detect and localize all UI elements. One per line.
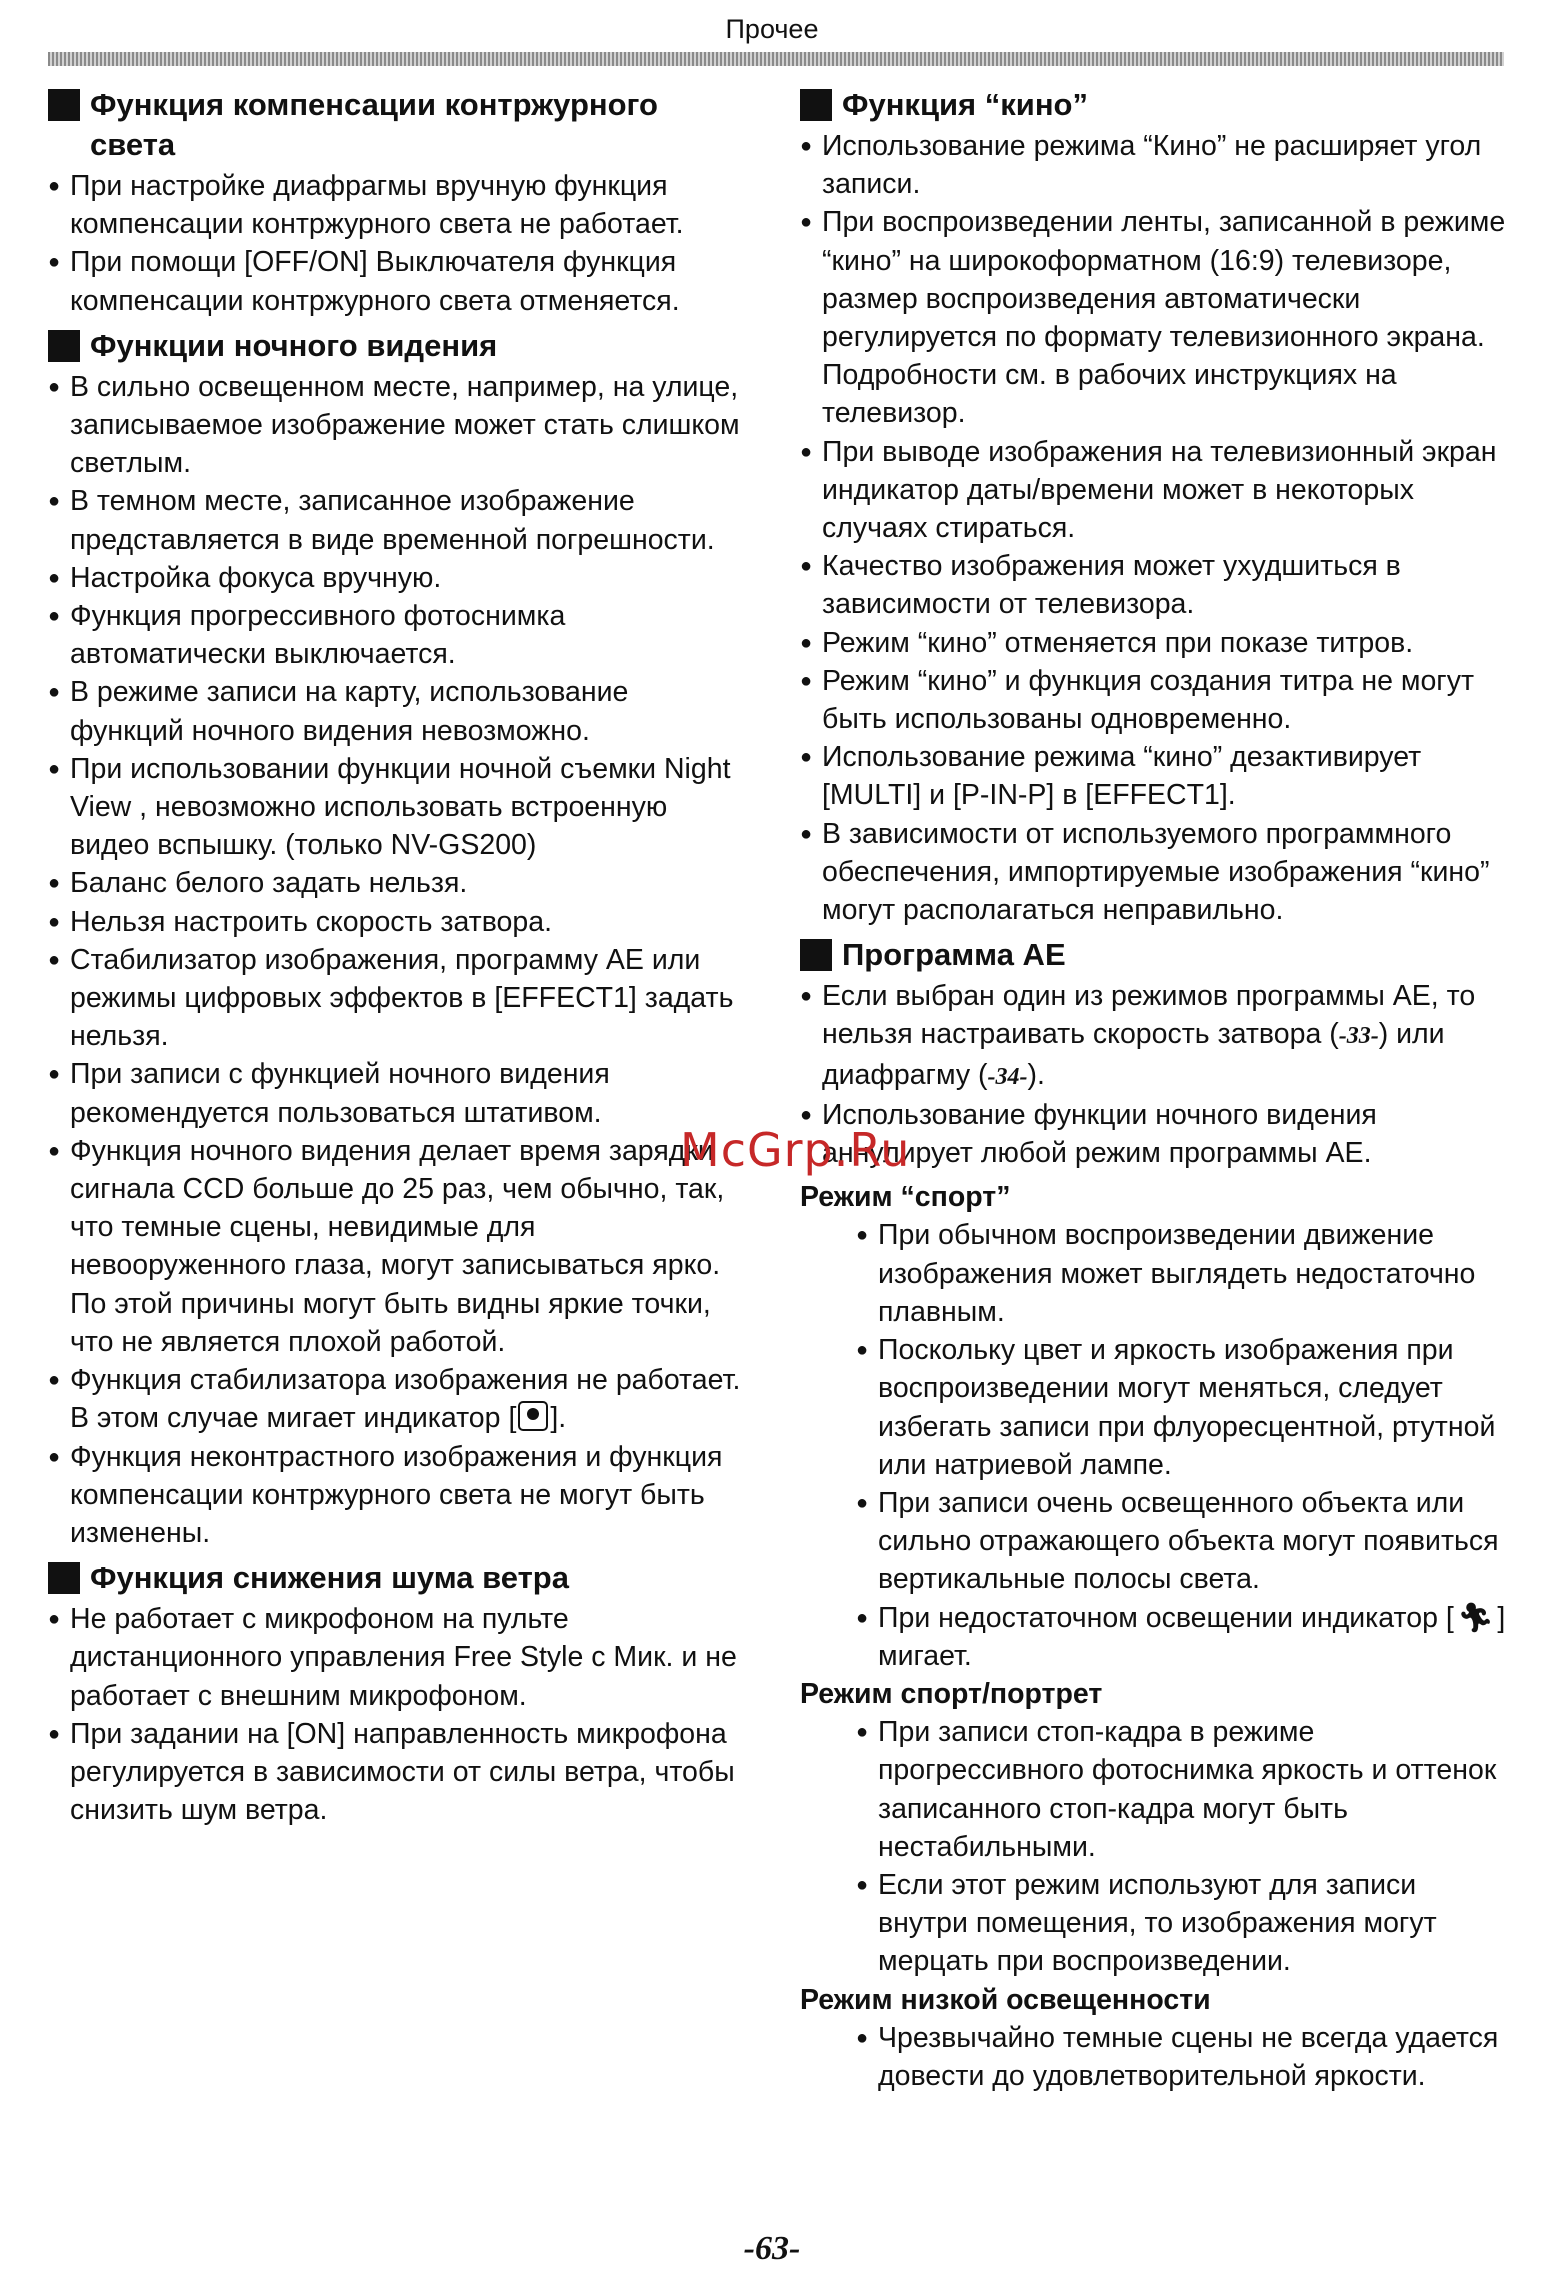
bullet-list [48, 1600, 748, 1829]
list-item: ● В зависимости от используемого программного обеспечения, импортируемые изображения “кино” могут располагаться неправильно. [800, 815, 1510, 930]
list-item: ● При задании на [ON] направленность микрофона регулируется в зависимости от силы ветра, чтобы снизить шум ветра. [48, 1715, 748, 1830]
list-item: ● Если выбран один из режимов программы AE, то нельзя настраивать скорость затвора (-33-) или диафрагму (-34-). [800, 977, 1510, 1096]
list-item: ● Использование режима “Кино” не расширяет угол записи. [800, 127, 1510, 203]
list-item: ● Если этот режим используют для записи внутри помещения, то изображения могут мерцать при воспроизведении. [856, 1866, 1510, 1981]
list-item: ● Нельзя настроить скорость затвора. [48, 903, 748, 941]
subsection-title: Режим спорт/портрет [800, 1677, 1103, 1710]
section-marker [48, 1562, 80, 1594]
list-item: ● При записи с функцией ночного видения рекомендуется пользоваться штативом. [48, 1055, 748, 1131]
list-item: ● Функция прогрессивного фотоснимка автоматически выключается. [48, 597, 748, 673]
left-column [48, 85, 748, 1835]
list-item: ● В режиме записи на карту, использование функций ночного видения невозможно. [48, 673, 748, 749]
bullet-list [48, 167, 748, 320]
list-item: ● Качество изображения может ухудшиться в зависимости от телевизора. [800, 547, 1510, 623]
list-item: ● Не работает с микрофоном на пульте дистанционного управления Free Style с Мик. и не работает с внешним микрофоном. [48, 1600, 748, 1715]
right-column [800, 85, 1510, 2095]
section-title: Функции ночного видения [48, 326, 748, 366]
section-backlight [48, 85, 748, 320]
list-item: ● Функция стабилизатора изображения не работает. В этом случае мигает индикатор [ ]. [48, 1361, 748, 1437]
watermark: McGrp.Ru [680, 1123, 911, 1177]
section-night-vision [48, 326, 748, 1552]
list-item: ● При записи очень освещенного объекта или сильно отражающего объекта могут появиться вертикальные полосы света. [856, 1484, 1510, 1599]
list-item: ● При недостаточном освещении индикатор [ 🏃︎ ] мигает. [856, 1599, 1510, 1675]
page-number: -63- [743, 2230, 801, 2267]
page-ref[interactable]: -33- [1338, 1023, 1379, 1050]
list-item: ● Настройка фокуса вручную. [48, 559, 748, 597]
section-title: Программа AE [800, 935, 1510, 975]
list-item: ● При использовании функции ночной съемки Night View , невозможно использовать встроенную видео вспышку. (только NV-GS200) [48, 750, 748, 865]
list-item: ● Баланс белого задать нельзя. [48, 864, 748, 902]
page-ref[interactable]: -34- [987, 1063, 1028, 1090]
section-cinema [800, 85, 1510, 929]
list-item: ● Использование режима “кино” дезактивирует [MULTI] и [P-IN-P] в [EFFECT1]. [800, 738, 1510, 814]
list-item: ● При настройке диафрагмы вручную функция компенсации контржурного света не работает. [48, 167, 748, 243]
section-title: Функция компенсации контржурного света [48, 85, 748, 165]
bullet-list [800, 2019, 1510, 2095]
list-item: ● Функция неконтрастного изображения и функция компенсации контржурного света не могут быть изменены. [48, 1438, 748, 1553]
section-marker [48, 330, 80, 362]
list-item: ● Поскольку цвет и яркость изображения при воспроизведении могут меняться, следует избегать записи при флуоресцентной, ртутной или натриевой лампе. [856, 1331, 1510, 1484]
list-item: ● Чрезвычайно темные сцены не всегда удается довести до удовлетворительной яркости. [856, 2019, 1510, 2095]
bullet-list [800, 1713, 1510, 1980]
list-item: ● При записи стоп-кадра в режиме прогрессивного фотоснимка яркость и оттенок записанного стоп-кадра могут быть нестабильными. [856, 1713, 1510, 1866]
sport-mode-icon: 🏃︎ [1457, 1601, 1494, 1633]
list-item: ● При выводе изображения на телевизионный экран индикатор даты/времени может в некоторых случаях стираться. [800, 433, 1510, 548]
bullet-list [48, 368, 748, 1552]
header-rule [48, 52, 1504, 66]
section-marker [48, 89, 80, 121]
list-item: ● При обычном воспроизведении движение изображения может выглядеть недостаточно плавным. [856, 1216, 1510, 1331]
list-item: ● Функция ночного видения делает время зарядки сигнала CCD больше до 25 раз, чем обычно, так, что темные сцены, невидимые для невооруженного глаза, могут записываться ярко. По этой причины могут быть видны яркие точки, что не является плохой работой. [48, 1132, 748, 1361]
list-item: ● В темном месте, записанное изображение представляется в виде временной погрешности. [48, 482, 748, 558]
section-marker [800, 89, 832, 121]
subsection-title: Режим низкой освещенности [800, 1983, 1211, 2016]
bullet-list [800, 127, 1510, 929]
list-item: ● Стабилизатор изображения, программу AE или режимы цифровых эффектов в [EFFECT1] задать нельзя. [48, 941, 748, 1056]
bullet-list [800, 1216, 1510, 1674]
list-item: ● Использование функции ночного видения аннулирует любой режим программы AE. [800, 1096, 1510, 1172]
section-wind-noise [48, 1558, 748, 1829]
list-item: ● Режим “кино” отменяется при показе титров. [800, 624, 1510, 662]
stabilizer-icon [518, 1401, 548, 1431]
list-item: ● Режим “кино” и функция создания титра не могут быть использованы одновременно. [800, 662, 1510, 738]
list-item: ● При воспроизведении ленты, записанной в режиме “кино” на широкоформатном (16:9) телевизоре, размер воспроизведения автоматически регулируется по формату телевизионного экрана. Подробности см. в рабочих инструкциях на телевизор. [800, 203, 1510, 432]
section-marker [800, 939, 832, 971]
list-item: ● При помощи [OFF/ON] Выключателя функция компенсации контржурного света отменяется. [48, 243, 748, 319]
subsection-title: Режим “спорт” [800, 1181, 1011, 1214]
list-item: ● В сильно освещенном месте, например, на улице, записываемое изображение может стать слишком светлым. [48, 368, 748, 483]
section-title: Функция “кино” [800, 85, 1510, 125]
page-header: Прочее [725, 14, 819, 44]
section-title: Функция снижения шума ветра [48, 1558, 748, 1598]
